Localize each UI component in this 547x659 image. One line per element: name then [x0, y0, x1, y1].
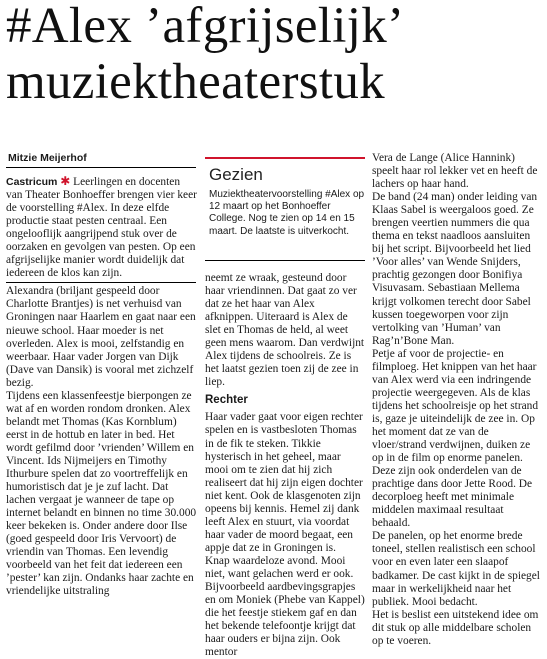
headline: #Alex ’afgrijselijk’ muziektheaterstuk [6, 0, 401, 110]
body-paragraph: Haar vader gaat voor eigen rechter spelen en is vastbesloten Thomas in de fik te steken. Tikkie hysterisch in het geheel, maar mooi om te zien dat hij zich realiseert dat hij zijn eigen dochter niet kent. Ook de klasgenoten zijn opeens bij kennis. Hemel zij dank leeft Alex en stuurt, via voordat haar vader de moord begaat, een appje dat ze in Groningen is. [205, 411, 363, 554]
column-3 [372, 152, 544, 648]
lead-text: Leerlingen en docenten van Theater Bonhoeffer brengen vier keer de voorstelling #Alex. In deze elfde productie staat pesten centraal. Een ongelooflijk aangrijpend stuk over de oorzaken en gevolgen van pesten. Op een afgrijselijke manier wordt duidelijk dat iedereen de klos kan zijn. [6, 176, 197, 280]
body-paragraph: Vera de Lange (Alice Hannink) speelt haar rol lekker vet en heeft de lachers op haar hand. [372, 152, 538, 191]
info-box-text: Muziektheatervoorstelling #Alex op 12 maart op het Bonhoeffer College. Nog te zien op 14 en 15 maart. De laatste is uitverkocht. [209, 189, 365, 237]
lead-divider [6, 282, 196, 283]
column-2 [205, 272, 365, 659]
body-paragraph: Alexandra (briljant gespeeld door Charlotte Brantjes) is net verhuisd van Groningen naar Haarlem en gaat naar een nieuwe school. Haar moeder is net overleden. Alex is mooi, zelfstandig en weerbaar. Haar vader Jorgen van Dijk (Dave van Dansik) is vooral met zichzelf bezig. [6, 285, 196, 389]
info-box-divider [205, 260, 365, 261]
info-box-title: Gezien [209, 165, 263, 184]
body-paragraph: Knap waardeloze avond. Mooi niet, want gelachen werd er ook. Bijvoorbeeld aardbevingsgrapjes en om Moniek (Phebe van Kappel) die het feestje stiekem gaf en dan het bekende telefoontje krijgt dat haar ouders er bijna zijn. Ook mentor [205, 554, 365, 659]
body-paragraph: De panelen, op het enorme brede toneel, stellen realistisch een school voor en even later een slaapof badkamer. De cast kijkt in de spiegel maar in werkelijkheid naar het publiek. Mooi bedacht. [372, 530, 540, 608]
body-paragraph: neemt ze wraak, gesteund door haar vriendinnen. Dat gaat zo ver dat ze het haar van Alex afknippen. Uiteraard is Alex de slet en Thomas de held, al weet geen mens waarom. Dan verdwijnt Alex tijdens de schoolreis. Ze is het laatst gezien toen zij de zee in liep. [205, 272, 365, 389]
info-box [205, 157, 365, 259]
body-paragraph: Het is beslist een uitstekend idee om dit stuk op alle middelbare scholen op te voeren. [372, 608, 539, 647]
body-paragraph: Tijdens een klassenfeestje bierpongen ze wat af en worden rondom dronken. Alex belandt met Thomas (Kas Kornblum) eerst in de hottub en later in bed. Het wordt gefilmd door ’vrienden’ Willem en Vincent. Ids Nijmeijers en Timothy Ithurbure spelen dat zo voortreffelijk en humoristisch dat je je zuf lacht. Dat lachen vergaat je wanneer de tape op internet belandt en binnen no time 30.000 keer bekeken is. Onder andere door Ilse (goed gespeeld door Iris Vervoort) de vriendin van Thomas. Een levendig voorbeeld van het feit dat iedereen een ’pester’ kan zijn. Ondanks haar zachte en vriendelijke uitstraling [6, 389, 197, 598]
star-icon: ✱ [60, 174, 71, 188]
byline-rule [6, 167, 196, 168]
byline: Mitzie Meijerhof [8, 152, 87, 164]
body-paragraph: De band (24 man) onder leiding van Klaas Sabel is weergaloos goed. Ze brengen veertien nummers die qua thema en tekst naadloos aansluiten bij het script. Bijvoorbeeld het lied ’Voor alles’ van Wende Snijders, prachtig gezongen door Bonifiya Visuvasam. Sebastiaan Mellema krijgt volkomen terecht door Sabel kussen toegeworpen voor zijn vertolking van ’Human’ van Rag’n’Bone Man. [372, 191, 538, 347]
column-1 [6, 175, 198, 599]
placename: Castricum [6, 176, 58, 188]
subheading: Rechter [205, 394, 248, 407]
lead-paragraph [6, 175, 198, 280]
body-paragraph: Petje af voor de projectie- en filmploeg. Het knippen van het haar van Alex werd via een indringende projectie weergegeven. Als de klas tijdens het schoolreisje op het strand is, gaze je uiteindelijk de zee in. Op het moment dat ze van de vloer/strand verdwijnen, duiken ze op in de film op enorme panelen. Deze zijn ook onderdelen van de prachtige dans door Jette Rood. De decorploeg heeft met minimale middelen maximaal resultaat behaald. [372, 347, 539, 530]
